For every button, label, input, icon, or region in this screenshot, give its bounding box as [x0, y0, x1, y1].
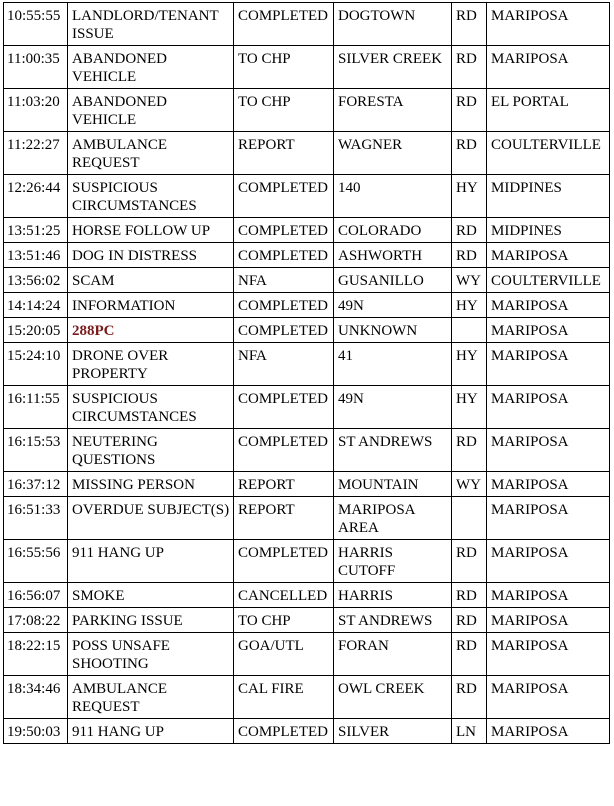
- street-cell: HARRIS CUTOFF: [334, 540, 452, 583]
- time-cell: 16:56:07: [4, 583, 68, 608]
- table-row: [4, 3, 610, 46]
- table-row: [4, 46, 610, 89]
- city-cell: MARIPOSA: [487, 472, 610, 497]
- city-cell: COULTERVILLE: [487, 268, 610, 293]
- street-type-cell: HY: [452, 343, 487, 386]
- city-cell: MARIPOSA: [487, 3, 610, 46]
- table-row: [4, 719, 610, 744]
- time-cell: 18:22:15: [4, 633, 68, 676]
- time-cell: 16:11:55: [4, 386, 68, 429]
- incident-cell: LANDLORD/TENANT ISSUE: [68, 3, 234, 46]
- street-cell: 41: [334, 343, 452, 386]
- city-cell: MARIPOSA: [487, 429, 610, 472]
- table-row: [4, 175, 610, 218]
- street-type-cell: RD: [452, 583, 487, 608]
- table-row: [4, 583, 610, 608]
- incident-cell: OVERDUE SUBJECT(S): [68, 497, 234, 540]
- incident-cell: ABANDONED VEHICLE: [68, 89, 234, 132]
- status-cell: COMPLETED: [234, 293, 334, 318]
- status-cell: REPORT: [234, 132, 334, 175]
- street-cell: MARIPOSA AREA: [334, 497, 452, 540]
- city-cell: MIDPINES: [487, 218, 610, 243]
- city-cell: MIDPINES: [487, 175, 610, 218]
- time-cell: 13:51:46: [4, 243, 68, 268]
- table-row: [4, 318, 610, 343]
- time-cell: 16:51:33: [4, 497, 68, 540]
- time-cell: 17:08:22: [4, 608, 68, 633]
- status-cell: TO CHP: [234, 89, 334, 132]
- city-cell: MARIPOSA: [487, 318, 610, 343]
- table-row: [4, 676, 610, 719]
- status-cell: CAL FIRE: [234, 676, 334, 719]
- status-cell: COMPLETED: [234, 3, 334, 46]
- status-cell: NFA: [234, 268, 334, 293]
- street-type-cell: RD: [452, 218, 487, 243]
- incident-cell: NEUTERING QUESTIONS: [68, 429, 234, 472]
- street-cell: HARRIS: [334, 583, 452, 608]
- city-cell: MARIPOSA: [487, 540, 610, 583]
- street-cell: 140: [334, 175, 452, 218]
- street-type-cell: RD: [452, 633, 487, 676]
- street-cell: OWL CREEK: [334, 676, 452, 719]
- street-type-cell: RD: [452, 46, 487, 89]
- table-row: [4, 608, 610, 633]
- time-cell: 15:24:10: [4, 343, 68, 386]
- incident-cell: HORSE FOLLOW UP: [68, 218, 234, 243]
- status-cell: GOA/UTL: [234, 633, 334, 676]
- status-cell: COMPLETED: [234, 218, 334, 243]
- status-cell: NFA: [234, 343, 334, 386]
- status-cell: COMPLETED: [234, 429, 334, 472]
- status-cell: COMPLETED: [234, 243, 334, 268]
- street-cell: 49N: [334, 293, 452, 318]
- time-cell: 11:00:35: [4, 46, 68, 89]
- table-row: [4, 132, 610, 175]
- street-cell: GUSANILLO: [334, 268, 452, 293]
- street-cell: FORAN: [334, 633, 452, 676]
- incident-cell: ABANDONED VEHICLE: [68, 46, 234, 89]
- table-row: [4, 268, 610, 293]
- incident-cell: INFORMATION: [68, 293, 234, 318]
- street-cell: ASHWORTH: [334, 243, 452, 268]
- time-cell: 19:50:03: [4, 719, 68, 744]
- incident-cell: 911 HANG UP: [68, 540, 234, 583]
- city-cell: MARIPOSA: [487, 293, 610, 318]
- street-cell: ST ANDREWS: [334, 608, 452, 633]
- incident-log-table: [3, 2, 610, 744]
- incident-cell: AMBULANCE REQUEST: [68, 132, 234, 175]
- street-type-cell: RD: [452, 676, 487, 719]
- city-cell: MARIPOSA: [487, 583, 610, 608]
- street-cell: FORESTA: [334, 89, 452, 132]
- street-cell: MOUNTAIN: [334, 472, 452, 497]
- incident-cell: SCAM: [68, 268, 234, 293]
- city-cell: MARIPOSA: [487, 633, 610, 676]
- street-type-cell: RD: [452, 132, 487, 175]
- time-cell: 15:20:05: [4, 318, 68, 343]
- city-cell: MARIPOSA: [487, 497, 610, 540]
- time-cell: 12:26:44: [4, 175, 68, 218]
- table-row: [4, 429, 610, 472]
- street-type-cell: HY: [452, 386, 487, 429]
- street-type-cell: [452, 318, 487, 343]
- incident-cell: DOG IN DISTRESS: [68, 243, 234, 268]
- street-type-cell: LN: [452, 719, 487, 744]
- street-cell: UNKNOWN: [334, 318, 452, 343]
- street-cell: DOGTOWN: [334, 3, 452, 46]
- status-cell: CANCELLED: [234, 583, 334, 608]
- incident-cell: SUSPICIOUS CIRCUMSTANCES: [68, 175, 234, 218]
- status-cell: COMPLETED: [234, 175, 334, 218]
- incident-highlight-text: 288PC: [72, 323, 115, 339]
- city-cell: MARIPOSA: [487, 343, 610, 386]
- incident-cell: SUSPICIOUS CIRCUMSTANCES: [68, 386, 234, 429]
- street-type-cell: HY: [452, 293, 487, 318]
- city-cell: COULTERVILLE: [487, 132, 610, 175]
- table-row: [4, 497, 610, 540]
- street-type-cell: RD: [452, 540, 487, 583]
- city-cell: MARIPOSA: [487, 676, 610, 719]
- street-type-cell: HY: [452, 175, 487, 218]
- table-row: [4, 293, 610, 318]
- incident-cell: 911 HANG UP: [68, 719, 234, 744]
- table-row: [4, 633, 610, 676]
- street-cell: SILVER CREEK: [334, 46, 452, 89]
- street-type-cell: RD: [452, 243, 487, 268]
- street-type-cell: RD: [452, 608, 487, 633]
- incident-cell: PARKING ISSUE: [68, 608, 234, 633]
- incident-cell: SMOKE: [68, 583, 234, 608]
- city-cell: MARIPOSA: [487, 608, 610, 633]
- street-type-cell: RD: [452, 89, 487, 132]
- table-row: [4, 343, 610, 386]
- status-cell: COMPLETED: [234, 540, 334, 583]
- time-cell: 16:15:53: [4, 429, 68, 472]
- time-cell: 18:34:46: [4, 676, 68, 719]
- status-cell: TO CHP: [234, 46, 334, 89]
- street-cell: SILVER: [334, 719, 452, 744]
- city-cell: MARIPOSA: [487, 243, 610, 268]
- city-cell: MARIPOSA: [487, 46, 610, 89]
- incident-cell: MISSING PERSON: [68, 472, 234, 497]
- incident-cell: [68, 318, 234, 343]
- status-cell: COMPLETED: [234, 318, 334, 343]
- status-cell: COMPLETED: [234, 719, 334, 744]
- table-row: [4, 386, 610, 429]
- city-cell: EL PORTAL: [487, 89, 610, 132]
- street-cell: WAGNER: [334, 132, 452, 175]
- city-cell: MARIPOSA: [487, 719, 610, 744]
- time-cell: 13:51:25: [4, 218, 68, 243]
- street-type-cell: WY: [452, 268, 487, 293]
- incident-cell: POSS UNSAFE SHOOTING: [68, 633, 234, 676]
- street-type-cell: RD: [452, 3, 487, 46]
- table-row: [4, 243, 610, 268]
- street-type-cell: [452, 497, 487, 540]
- street-type-cell: RD: [452, 429, 487, 472]
- time-cell: 13:56:02: [4, 268, 68, 293]
- status-cell: TO CHP: [234, 608, 334, 633]
- city-cell: MARIPOSA: [487, 386, 610, 429]
- street-cell: ST ANDREWS: [334, 429, 452, 472]
- time-cell: 11:22:27: [4, 132, 68, 175]
- time-cell: 11:03:20: [4, 89, 68, 132]
- status-cell: REPORT: [234, 497, 334, 540]
- status-cell: REPORT: [234, 472, 334, 497]
- table-row: [4, 218, 610, 243]
- incident-cell: DRONE OVER PROPERTY: [68, 343, 234, 386]
- time-cell: 16:55:56: [4, 540, 68, 583]
- incident-log-body: [4, 3, 610, 744]
- incident-cell: AMBULANCE REQUEST: [68, 676, 234, 719]
- time-cell: 14:14:24: [4, 293, 68, 318]
- street-cell: 49N: [334, 386, 452, 429]
- table-row: [4, 89, 610, 132]
- table-row: [4, 472, 610, 497]
- time-cell: 16:37:12: [4, 472, 68, 497]
- street-cell: COLORADO: [334, 218, 452, 243]
- street-type-cell: WY: [452, 472, 487, 497]
- table-row: [4, 540, 610, 583]
- time-cell: 10:55:55: [4, 3, 68, 46]
- status-cell: COMPLETED: [234, 386, 334, 429]
